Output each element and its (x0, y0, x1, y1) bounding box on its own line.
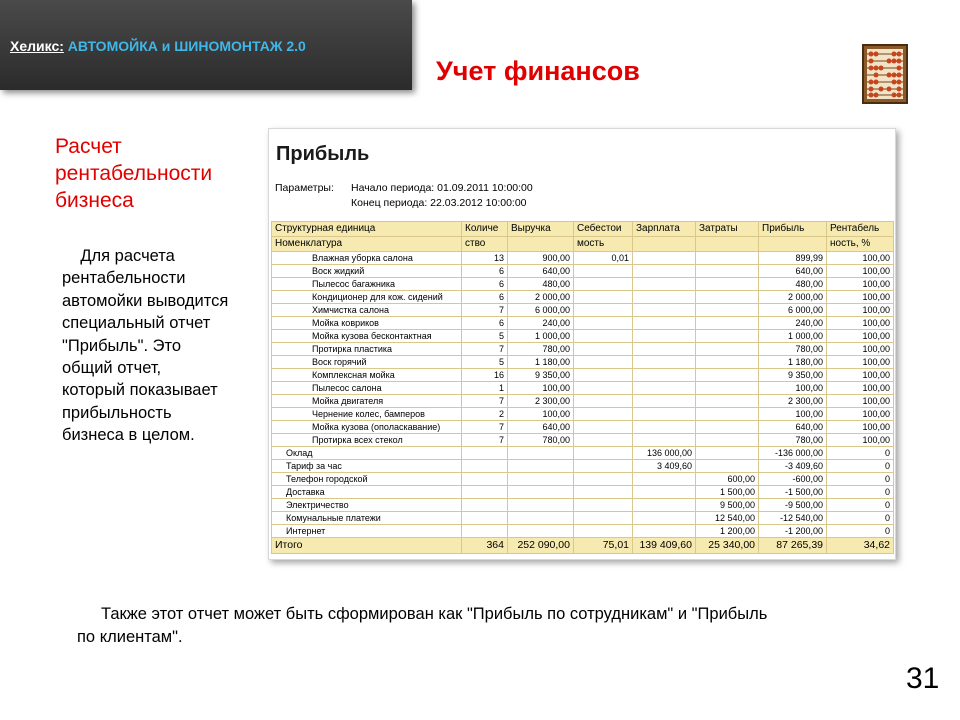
row-label: Мойка кузова (ополаскавание) (272, 421, 462, 434)
table-cell: 100,00 (827, 252, 894, 265)
page-number: 31 (906, 662, 940, 695)
table-cell (696, 395, 759, 408)
table-cell (462, 460, 508, 473)
table-cell: -9 500,00 (759, 499, 827, 512)
table-cell (574, 343, 633, 356)
table-cell (696, 447, 759, 460)
row-label: Мойка ковриков (272, 317, 462, 330)
table-cell: 136 000,00 (633, 447, 696, 460)
total-cell: 252 090,00 (508, 538, 574, 554)
total-cell: 75,01 (574, 538, 633, 554)
table-cell: 6 (462, 265, 508, 278)
table-cell (574, 486, 633, 499)
table-cell (508, 525, 574, 538)
section-heading-line: рентабельности (55, 162, 213, 185)
row-label: Кондиционер для кож. сидений (272, 291, 462, 304)
row-label: Химчистка салона (272, 304, 462, 317)
table-row (272, 447, 894, 460)
table-row (272, 356, 894, 369)
table-cell (574, 356, 633, 369)
table-cell: 640,00 (759, 421, 827, 434)
table-cell: 100,00 (827, 291, 894, 304)
table-cell: -600,00 (759, 473, 827, 486)
footer-line: Также этот отчет может быть сформирован как "Прибыль по сотрудникам" и "Прибыль (101, 605, 768, 623)
column-header: Прибыль (759, 222, 827, 237)
table-cell (508, 473, 574, 486)
column-header: Структурная единица (272, 222, 462, 237)
table-cell: 13 (462, 252, 508, 265)
table-cell: 600,00 (696, 473, 759, 486)
table-cell: 100,00 (508, 408, 574, 421)
table-row (272, 525, 894, 538)
table-cell (633, 499, 696, 512)
table-row (272, 304, 894, 317)
table-cell: 9 350,00 (759, 369, 827, 382)
column-header: Количе (462, 222, 508, 237)
table-row (272, 382, 894, 395)
table-cell: 7 (462, 434, 508, 447)
column-header (633, 237, 696, 252)
total-cell: 34,62 (827, 538, 894, 554)
row-label: Пылесос багажника (272, 278, 462, 291)
table-cell (696, 265, 759, 278)
table-cell (508, 512, 574, 525)
table-cell: 240,00 (508, 317, 574, 330)
table-cell (574, 278, 633, 291)
abacus-icon (862, 44, 908, 104)
table-cell: 2 000,00 (759, 291, 827, 304)
table-cell: 780,00 (759, 343, 827, 356)
table-cell (462, 473, 508, 486)
table-cell: 100,00 (508, 382, 574, 395)
table-cell (574, 408, 633, 421)
table-cell: 0,01 (574, 252, 633, 265)
table-cell: 100,00 (827, 304, 894, 317)
table-cell (574, 304, 633, 317)
table-cell: 0 (827, 499, 894, 512)
table-cell (696, 382, 759, 395)
table-cell (696, 356, 759, 369)
table-row (272, 252, 894, 265)
table-cell (696, 421, 759, 434)
table-cell: 1 180,00 (759, 356, 827, 369)
table-cell: 900,00 (508, 252, 574, 265)
table-row (272, 343, 894, 356)
table-cell: -136 000,00 (759, 447, 827, 460)
table-cell: 1 500,00 (696, 486, 759, 499)
table-cell (508, 499, 574, 512)
table-cell: 12 540,00 (696, 512, 759, 525)
table-cell: 7 (462, 395, 508, 408)
row-label: Тариф за час (272, 460, 462, 473)
header-title (10, 38, 306, 54)
row-label: Интернет (272, 525, 462, 538)
description-line: "Прибыль". Это (62, 336, 182, 355)
table-cell (574, 291, 633, 304)
table-cell (574, 382, 633, 395)
table-cell (633, 330, 696, 343)
table-row (272, 473, 894, 486)
description-line: который показывает (62, 381, 218, 400)
table-cell (574, 473, 633, 486)
row-label: Воск горячий (272, 356, 462, 369)
column-header: мость (574, 237, 633, 252)
table-cell (574, 317, 633, 330)
table-cell (462, 525, 508, 538)
row-label: Комплексная мойка (272, 369, 462, 382)
footer-note (77, 603, 877, 649)
table-cell (633, 395, 696, 408)
table-cell: 240,00 (759, 317, 827, 330)
table-cell (574, 512, 633, 525)
column-header: Зарплата (633, 222, 696, 237)
table-cell (633, 512, 696, 525)
table-cell: 5 (462, 330, 508, 343)
table-cell: 480,00 (508, 278, 574, 291)
table-cell: 0 (827, 486, 894, 499)
row-label: Доставка (272, 486, 462, 499)
row-label: Мойка кузова бесконтактная (272, 330, 462, 343)
total-cell: 364 (462, 538, 508, 554)
table-row (272, 486, 894, 499)
table-cell (574, 447, 633, 460)
table-cell: 1 180,00 (508, 356, 574, 369)
table-cell: 0 (827, 512, 894, 525)
table-cell (633, 278, 696, 291)
table-cell: 100,00 (827, 421, 894, 434)
table-row (272, 330, 894, 343)
table-cell (633, 356, 696, 369)
row-label: Протирка пластика (272, 343, 462, 356)
description-line: автомойки выводится (62, 291, 229, 310)
table-cell: 1 000,00 (759, 330, 827, 343)
table-cell: 780,00 (508, 343, 574, 356)
table-cell: 3 409,60 (633, 460, 696, 473)
period-start-label: Начало периода: (351, 182, 435, 194)
section-heading-line: Расчет (55, 135, 122, 158)
table-cell: 9 500,00 (696, 499, 759, 512)
table-cell (462, 499, 508, 512)
column-header: Рентабель (827, 222, 894, 237)
column-header (508, 237, 574, 252)
table-cell: 0 (827, 447, 894, 460)
table-cell: -1 200,00 (759, 525, 827, 538)
table-cell: 7 (462, 343, 508, 356)
footer-line: по клиентам". (77, 628, 183, 646)
table-cell (696, 408, 759, 421)
row-label: Воск жидкий (272, 265, 462, 278)
table-cell: 0 (827, 525, 894, 538)
table-cell (696, 252, 759, 265)
table-row (272, 278, 894, 291)
table-row (272, 395, 894, 408)
report-parameters (275, 181, 533, 211)
product-name: АВТОМОЙКА и ШИНОМОНТАЖ 2.0 (63, 38, 306, 54)
slide-title: Учет финансов (436, 56, 640, 86)
table-cell (508, 460, 574, 473)
section-heading-line: бизнеса (55, 189, 134, 212)
table-cell: 780,00 (759, 434, 827, 447)
table-cell (696, 330, 759, 343)
table-cell: 100,00 (827, 343, 894, 356)
table-row (272, 512, 894, 525)
row-label: Мойка двигателя (272, 395, 462, 408)
table-cell: -3 409,60 (759, 460, 827, 473)
table-cell (633, 434, 696, 447)
table-cell: 100,00 (759, 408, 827, 421)
total-row (272, 538, 894, 554)
table-cell (696, 304, 759, 317)
table-cell: 100,00 (827, 317, 894, 330)
table-cell (574, 525, 633, 538)
table-cell: 2 300,00 (759, 395, 827, 408)
table-cell (633, 265, 696, 278)
table-cell (633, 252, 696, 265)
table-cell (574, 460, 633, 473)
table-cell: 100,00 (827, 408, 894, 421)
table-row (272, 460, 894, 473)
header-banner (0, 0, 412, 90)
table-cell: 7 (462, 421, 508, 434)
description-line: общий отчет, (62, 359, 162, 378)
table-header-row (272, 222, 894, 237)
table-cell: 5 (462, 356, 508, 369)
row-label: Чернение колес, бамперов (272, 408, 462, 421)
table-cell (574, 265, 633, 278)
table-cell: -12 540,00 (759, 512, 827, 525)
column-header: Выручка (508, 222, 574, 237)
table-cell (696, 291, 759, 304)
period-end-label: Конец периода: (351, 197, 428, 209)
table-row (272, 434, 894, 447)
table-row (272, 421, 894, 434)
table-cell (574, 369, 633, 382)
report-table (271, 221, 894, 554)
table-cell: 100,00 (759, 382, 827, 395)
table-cell: 6 (462, 291, 508, 304)
table-cell: 1 000,00 (508, 330, 574, 343)
table-row (272, 291, 894, 304)
table-cell: 480,00 (759, 278, 827, 291)
column-header: Себестои (574, 222, 633, 237)
column-header: ность, % (827, 237, 894, 252)
params-label: Параметры: (275, 182, 334, 194)
column-header (696, 237, 759, 252)
row-label: Телефон городской (272, 473, 462, 486)
table-cell: 9 350,00 (508, 369, 574, 382)
table-cell: 640,00 (508, 265, 574, 278)
total-cell: 25 340,00 (696, 538, 759, 554)
total-cell: 139 409,60 (633, 538, 696, 554)
table-cell: 6 (462, 317, 508, 330)
description-line: прибыльность (62, 403, 172, 422)
table-cell: -1 500,00 (759, 486, 827, 499)
table-cell: 1 (462, 382, 508, 395)
table-cell (696, 278, 759, 291)
table-cell (633, 486, 696, 499)
brand-name: Хеликс: (10, 38, 64, 54)
table-cell: 100,00 (827, 278, 894, 291)
table-cell: 100,00 (827, 356, 894, 369)
description-text (62, 245, 262, 447)
row-label: Оклад (272, 447, 462, 460)
table-cell (633, 408, 696, 421)
table-cell (462, 512, 508, 525)
table-cell (696, 317, 759, 330)
table-cell: 2 000,00 (508, 291, 574, 304)
table-cell: 16 (462, 369, 508, 382)
table-cell: 0 (827, 473, 894, 486)
table-cell (633, 382, 696, 395)
table-cell (633, 473, 696, 486)
table-cell (574, 499, 633, 512)
table-cell (574, 395, 633, 408)
total-label: Итого (272, 538, 462, 554)
section-heading (55, 133, 255, 214)
table-cell (633, 525, 696, 538)
report-title: Прибыль (276, 143, 370, 165)
table-cell (633, 291, 696, 304)
table-cell (633, 369, 696, 382)
table-cell (508, 486, 574, 499)
description-line: рентабельности (62, 269, 186, 288)
table-cell (633, 304, 696, 317)
table-cell: 899,99 (759, 252, 827, 265)
table-cell: 640,00 (759, 265, 827, 278)
table-cell: 2 (462, 408, 508, 421)
table-cell: 100,00 (827, 395, 894, 408)
table-row (272, 408, 894, 421)
table-row (272, 317, 894, 330)
description-line: специальный отчет (62, 314, 211, 333)
table-cell: 100,00 (827, 369, 894, 382)
table-cell: 2 300,00 (508, 395, 574, 408)
table-cell (462, 447, 508, 460)
column-header: Затраты (696, 222, 759, 237)
row-label: Пылесос салона (272, 382, 462, 395)
table-cell (633, 317, 696, 330)
table-cell: 6 000,00 (508, 304, 574, 317)
table-cell: 1 200,00 (696, 525, 759, 538)
description-line: Для расчета (62, 247, 175, 265)
table-cell (462, 486, 508, 499)
table-row (272, 369, 894, 382)
table-cell (508, 447, 574, 460)
table-row (272, 265, 894, 278)
table-cell: 640,00 (508, 421, 574, 434)
row-label: Комунальные платежи (272, 512, 462, 525)
table-cell: 100,00 (827, 265, 894, 278)
table-cell (574, 434, 633, 447)
table-cell (696, 460, 759, 473)
table-cell (696, 343, 759, 356)
row-label: Электричество (272, 499, 462, 512)
column-header: ство (462, 237, 508, 252)
row-label: Протирка всех стекол (272, 434, 462, 447)
description-line: бизнеса в целом. (62, 426, 195, 445)
table-cell: 6 000,00 (759, 304, 827, 317)
table-cell: 7 (462, 304, 508, 317)
total-cell: 87 265,39 (759, 538, 827, 554)
table-cell (574, 330, 633, 343)
table-cell (696, 369, 759, 382)
table-cell (574, 421, 633, 434)
table-cell (633, 421, 696, 434)
period-end-value: 22.03.2012 10:00:00 (430, 197, 527, 209)
table-cell: 0 (827, 460, 894, 473)
table-cell: 6 (462, 278, 508, 291)
column-header (759, 237, 827, 252)
table-cell (633, 343, 696, 356)
table-cell: 780,00 (508, 434, 574, 447)
period-start-value: 01.09.2011 10:00:00 (437, 182, 533, 194)
table-cell: 100,00 (827, 382, 894, 395)
row-label: Влажная уборка салона (272, 252, 462, 265)
table-row (272, 499, 894, 512)
table-cell: 100,00 (827, 330, 894, 343)
table-header-row (272, 237, 894, 252)
column-header: Номенклатура (272, 237, 462, 252)
table-cell (696, 434, 759, 447)
table-cell: 100,00 (827, 434, 894, 447)
profit-report (268, 128, 896, 560)
